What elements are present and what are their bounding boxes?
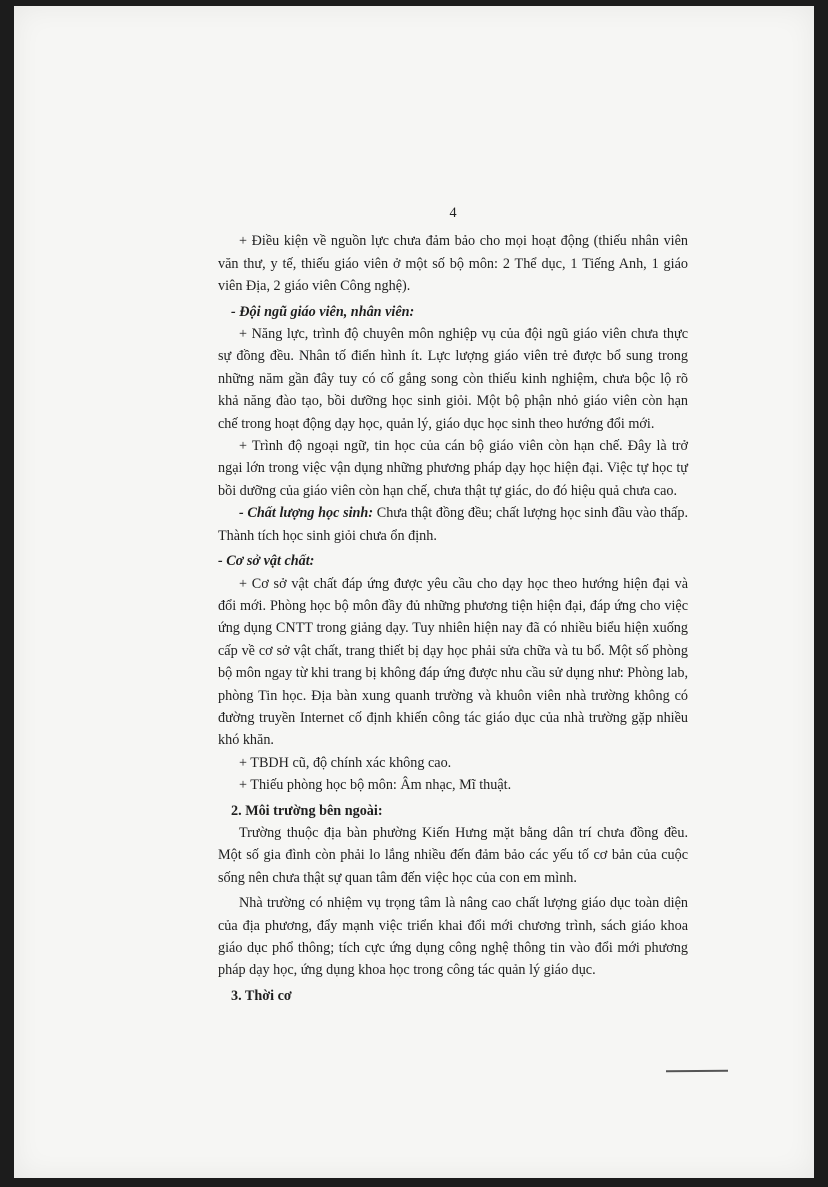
- page-content: [218, 202, 688, 1007]
- paragraph-student-quality: [218, 502, 688, 547]
- paragraph-facilities: + Cơ sở vật chất đáp ứng được yêu cầu cho dạy học theo hướng hiện đại và đổi mới. Phòng học bộ môn đầy đủ những phương tiện hiện đại, đáp ứng cho việc ứng dụng CNTT trong giảng dạy. Tuy nhiên hiện nay đã có nhiều biểu hiện xuống cấp về cơ sở vật chất, trang thiết bị dạy học phải sửa chữa và tu bổ. Một số phòng bộ môn ngay từ khi trang bị không đáp ứng được nhu cầu sử dụng như: Phòng lab, phòng Tin học. Địa bàn xung quanh trường và khuôn viên nhà trường không có đường truyền Internet cố định khiến công tác giáo dục của nhà trường gặp nhiều khó khăn.: [218, 575, 688, 749]
- page-number: 4: [449, 205, 457, 221]
- document-page: [14, 6, 814, 1178]
- paragraph-staff-capacity: + Năng lực, trình độ chuyên môn nghiệp vụ của đội ngũ giáo viên chưa thực sự đồng đều. Nhân tố điển hình ít. Lực lượng giáo viên trẻ được bổ sung trong những năm gần đây tuy có cố gắng song còn thiếu kinh nghiệm, chưa bộc lộ rõ khả năng đào tạo, bồi dưỡng học sinh giỏi. Một bộ phận nhỏ giáo viên còn hạn chế trong hoạt động dạy học, quản lý, giáo dục học sinh theo hướng đổi mới.: [218, 326, 688, 432]
- paragraph-locality: Trường thuộc địa bàn phường Kiến Hưng mặt bằng dân trí chưa đồng đều. Một số gia đình còn phải lo lắng nhiều đến đảm bảo các yếu tố cơ bản của cuộc sống nên chưa thật sự quan tâm đến việc học của con em mình.: [218, 824, 688, 886]
- heading-external-environment: 2. Môi trường bên ngoài:: [231, 802, 383, 819]
- heading-student-quality: - Chất lượng học sinh:: [239, 505, 374, 522]
- paragraph-school-mission: Nhà trường có nhiệm vụ trọng tâm là nâng cao chất lượng giáo dục toàn diện của địa phương, đẩy mạnh việc triển khai đổi mới chương trình, sách giáo khoa giáo dục phổ thông; tích cực ứng dụng công nghệ thông tin vào đổi mới phương pháp dạy học, ứng dụng khoa học trong công tác quản lý giáo dục.: [218, 895, 688, 979]
- heading-facilities: - Cơ sở vật chất:: [218, 553, 315, 570]
- scan-mark-line: [666, 1070, 728, 1072]
- paragraph-equipment: + TBDH cũ, độ chính xác không cao.: [239, 754, 452, 771]
- paragraph-missing-rooms: + Thiếu phòng học bộ môn: Âm nhạc, Mĩ thuật.: [239, 777, 512, 794]
- student-quality-text: Chưa thật đồng đều; chất lượng học sinh đầu vào thấp. Thành tích học sinh giỏi chưa ổn định.: [218, 505, 688, 544]
- heading-opportunities: 3. Thời cơ: [231, 987, 292, 1004]
- paragraph-language-it: + Trình độ ngoại ngữ, tin học của cán bộ giáo viên còn hạn chế. Đây là trở ngại lớn trong việc vận dụng những phương pháp dạy học hiện đại. Việc tự học tự bồi dưỡng của giáo viên còn hạn chế, chưa thật tự giác, do đó hiệu quả chưa cao.: [218, 438, 688, 499]
- heading-staff: - Đội ngũ giáo viên, nhân viên:: [231, 303, 415, 320]
- paragraph-resource-conditions: + Điều kiện về nguồn lực chưa đảm bảo cho mọi hoạt động (thiếu nhân viên văn thư, y tế, thiếu giáo viên ở một số bộ môn: 2 Thể dục, 1 Tiếng Anh, 1 giáo viên Địa, 2 giáo viên Công nghệ).: [218, 233, 688, 295]
